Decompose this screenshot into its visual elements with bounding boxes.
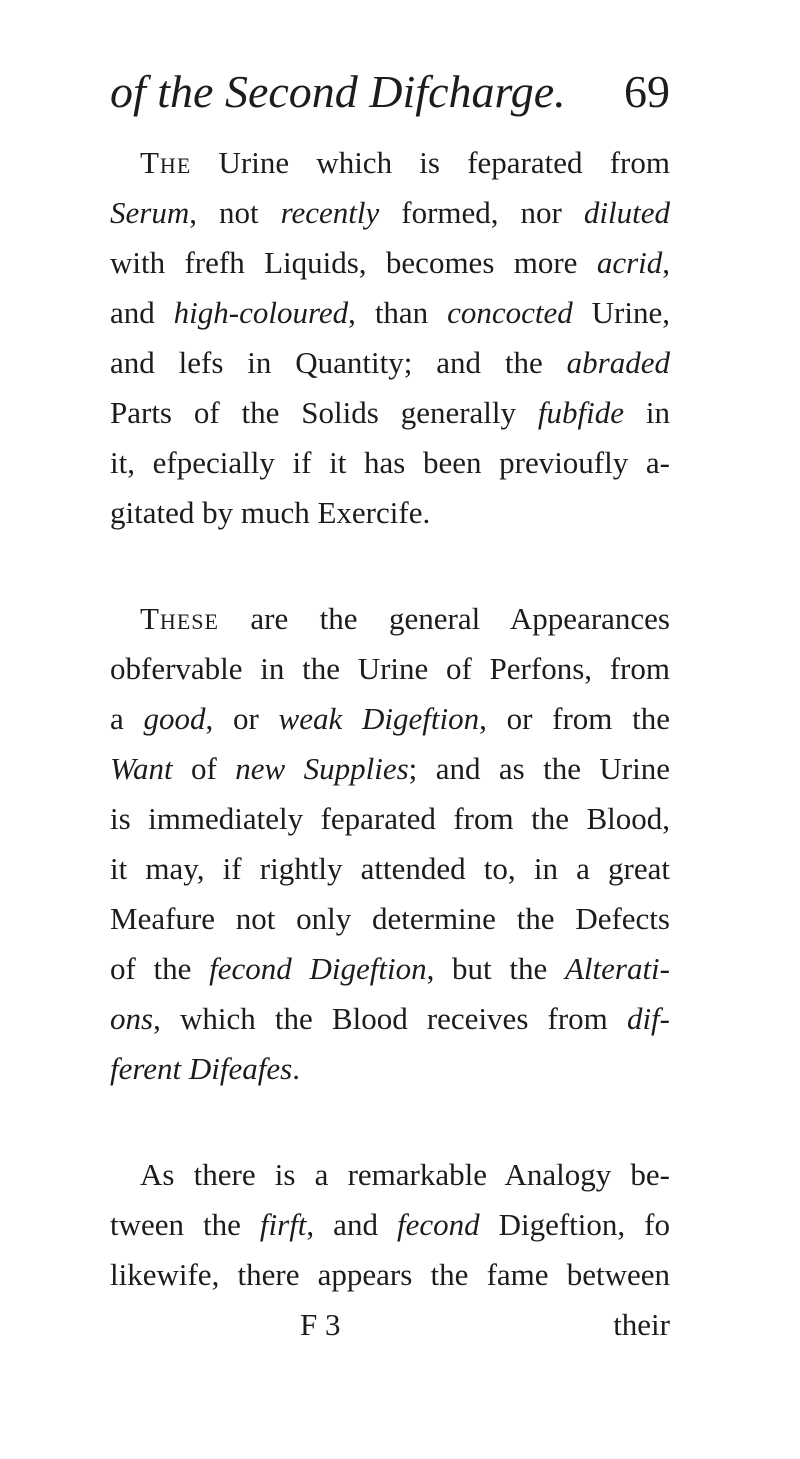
text-line [110,894,670,944]
italic-run: new Supplies [235,751,409,786]
text-line [110,994,670,1044]
text-run: are the general Appearances [218,601,670,636]
text-run: is immediately feparated from the Blood, [110,801,670,836]
small-caps-word: The [140,145,192,180]
small-caps-word: These [140,601,219,636]
paragraph-gap [110,1094,670,1150]
text-line [110,238,670,288]
text-line [110,288,670,338]
text-run: of [172,751,236,786]
text-run: , than [348,295,448,330]
italic-run: Alterati- [564,951,670,986]
text-run: likewife, there appears the fame between [110,1257,670,1292]
italic-run: ferent Difeafes [110,1051,293,1086]
text-run: , or from the [479,701,670,736]
italic-run: diluted [583,195,670,230]
text-run: , and [306,1207,397,1242]
text-run: and [110,295,174,330]
italic-run: fecond Digeftion [209,951,427,986]
paragraph-gap [110,538,670,594]
page-body [110,138,670,1350]
text-run: formed, nor [379,195,584,230]
text-run: Parts of the Solids generally [110,395,538,430]
text-run: a [110,701,144,736]
italic-run: fecond [396,1207,480,1242]
italic-run: dif- [626,1001,670,1036]
text-line [110,1044,670,1094]
text-line [110,794,670,844]
italic-run: high-coloured [173,295,349,330]
italic-run: Want [110,751,173,786]
text-line [110,1150,670,1200]
text-run: ; and as the Urine [408,751,670,786]
text-run: , not [189,195,281,230]
text-line [110,1200,670,1250]
text-run: gitated by much Exercife. [110,495,431,530]
italic-run: Serum [110,195,190,230]
page-footer [110,1300,670,1350]
text-run: obfervable in the Urine of Perfons, from [110,651,670,686]
italic-run: recently [280,195,380,230]
italic-run: fubfide [537,395,624,430]
text-run: As there is a remarkable Analogy be- [140,1157,670,1192]
text-line [110,138,670,188]
text-line [110,944,670,994]
text-line [110,594,670,644]
italic-run: ons [110,1001,154,1036]
text-run: of the [110,951,210,986]
text-run: tween the [110,1207,260,1242]
text-line [110,438,670,488]
text-run: Urine which is feparated from [191,145,670,180]
text-run: it, efpecially if it has been previoufly a- [110,445,670,480]
text-line [110,338,670,388]
text-run: , [662,245,670,280]
italic-run: acrid [596,245,663,280]
text-line [110,644,670,694]
text-line [110,388,670,438]
text-line [110,744,670,794]
running-title: of the Second Difcharge. [110,66,566,117]
text-run: and lefs in Quantity; and the [110,345,567,380]
text-line [110,188,670,238]
signature-mark: F 3 [300,1307,341,1342]
text-line [110,488,670,538]
italic-run: weak Digeftion [278,701,480,736]
italic-run: good [143,701,206,736]
text-run: , but the [426,951,565,986]
text-line [110,694,670,744]
text-line [110,844,670,894]
text-run: in [624,395,670,430]
text-run: , or [205,701,279,736]
running-head [110,62,670,132]
catchword: their [613,1307,670,1342]
text-run: Urine, [572,295,670,330]
text-run: , which the Blood receives from [153,1001,627,1036]
text-run: with frefh Liquids, becomes more [110,245,597,280]
italic-run: firft [259,1207,307,1242]
text-run: Digeftion, fo [479,1207,670,1242]
italic-run: abraded [566,345,670,380]
text-run: it may, if rightly attended to, in a great [110,851,670,886]
text-line [110,1250,670,1300]
text-run: Meafure not only determine the Defects [110,901,670,936]
italic-run: concocted [447,295,573,330]
text-run: . [292,1051,300,1086]
page-number: 69 [624,66,670,117]
